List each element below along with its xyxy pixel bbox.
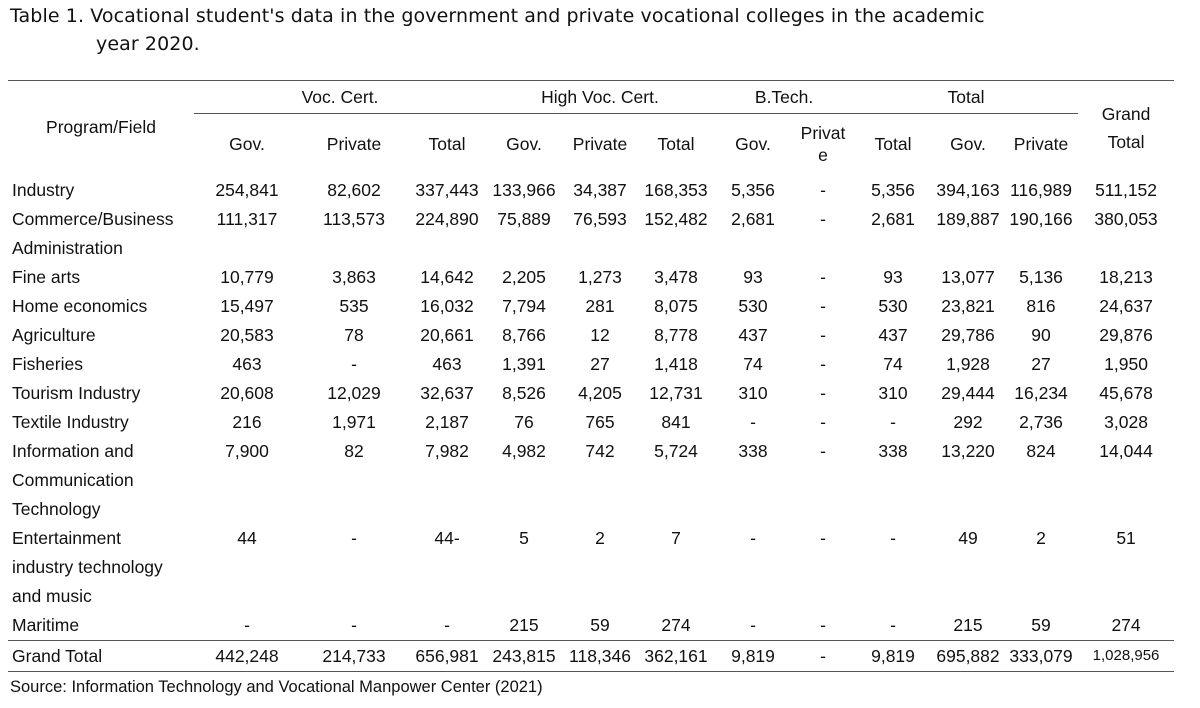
row-label xyxy=(8,379,194,408)
table-cell: 32,637 xyxy=(420,383,474,403)
row-label-line: industry technology xyxy=(12,557,163,577)
table-cell: 216 xyxy=(232,412,262,432)
table-cell: - xyxy=(820,267,826,287)
row-label-line: Commerce/Business xyxy=(12,209,174,229)
grand-total-cell: 333,079 xyxy=(1009,646,1073,666)
row-label xyxy=(8,174,194,205)
table-cell: 44- xyxy=(434,528,460,548)
table-cell: 274 xyxy=(1111,615,1141,635)
subheader-btech-total: Total xyxy=(854,114,932,175)
table-cell: 841 xyxy=(661,412,691,432)
row-label-line: and music xyxy=(12,586,92,606)
table-row xyxy=(8,379,1174,408)
table-cell: 2,681 xyxy=(871,209,915,229)
grand-total-cell: 1,028,956 xyxy=(1092,647,1160,664)
table-cell: 15,497 xyxy=(220,296,274,316)
table-cell: 5,136 xyxy=(1019,267,1063,287)
table-cell: 437 xyxy=(738,325,768,345)
table-cell: 59 xyxy=(1031,615,1051,635)
row-label xyxy=(8,263,194,292)
table-cell: 1,273 xyxy=(578,267,622,287)
table-cell: - xyxy=(820,528,826,548)
table-cell: 51 xyxy=(1116,528,1136,548)
table-cell: 20,583 xyxy=(220,325,274,345)
row-label-line: Communication xyxy=(12,470,134,490)
table-caption xyxy=(10,2,1110,58)
table-cell: 437 xyxy=(878,325,908,345)
table-row xyxy=(8,174,1174,205)
table-cell: 463 xyxy=(432,354,462,374)
table-cell: 254,841 xyxy=(215,180,279,200)
table-cell: 4,982 xyxy=(502,441,546,461)
table-cell: 816 xyxy=(1026,296,1056,316)
table-cell: - xyxy=(351,354,357,374)
table-cell: 1,971 xyxy=(332,412,376,432)
table-cell: 93 xyxy=(883,267,903,287)
grand-total-cell: 656,981 xyxy=(415,646,479,666)
table-cell: - xyxy=(820,441,826,461)
row-label-line: Home economics xyxy=(12,296,148,316)
table-cell: 2,736 xyxy=(1019,412,1063,432)
table-row xyxy=(8,205,1174,263)
table-cell: 4,205 xyxy=(578,383,622,403)
row-label-line: Fine arts xyxy=(12,267,81,287)
grand-total-cell: 214,733 xyxy=(322,646,386,666)
table-cell: 49 xyxy=(958,528,978,548)
table-cell: - xyxy=(820,209,826,229)
table-cell: 338 xyxy=(878,441,908,461)
table-cell: 292 xyxy=(953,412,983,432)
table-cell: 76,593 xyxy=(573,209,627,229)
row-label xyxy=(8,350,194,379)
grand-total-cell: 9,819 xyxy=(731,646,775,666)
table-cell: 215 xyxy=(509,615,539,635)
table-cell: 8,766 xyxy=(502,325,546,345)
table-cell: 8,526 xyxy=(502,383,546,403)
table-row xyxy=(8,263,1174,292)
table-cell: 3,863 xyxy=(332,267,376,287)
subheader-highvoc-private: Private xyxy=(562,114,638,175)
table-cell: 190,166 xyxy=(1009,209,1073,229)
table-cell: 27 xyxy=(590,354,610,374)
row-label-line: Fisheries xyxy=(12,354,83,374)
row-label-line: Entertainment xyxy=(12,528,121,548)
table-row xyxy=(8,321,1174,350)
subheader-voc-total: Total xyxy=(408,114,486,175)
table-cell: 310 xyxy=(738,383,768,403)
table-cell: 274 xyxy=(661,615,691,635)
data-table-container xyxy=(8,80,1174,672)
subheader-btech-private: Privat e xyxy=(792,114,854,175)
table-cell: - xyxy=(820,383,826,403)
table-cell: 530 xyxy=(878,296,908,316)
table-cell: 16,032 xyxy=(420,296,474,316)
grand-total-cell: 243,815 xyxy=(492,646,556,666)
table-body xyxy=(8,174,1174,641)
caption-line-2: year 2020. xyxy=(96,33,200,55)
table-cell: 7,982 xyxy=(425,441,469,461)
table-cell: 189,887 xyxy=(936,209,1000,229)
header-grand-total-line-2: Total xyxy=(1107,131,1145,152)
grand-total-cell: - xyxy=(820,646,826,666)
table-cell: 12 xyxy=(590,325,610,345)
table-cell: 113,573 xyxy=(323,209,385,229)
table-cell: 824 xyxy=(1026,441,1056,461)
row-label-line: Administration xyxy=(12,238,123,258)
row-label-line: Industry xyxy=(12,180,75,200)
row-label xyxy=(8,321,194,350)
grand-total-cell: 9,819 xyxy=(871,646,915,666)
table-cell: 530 xyxy=(738,296,768,316)
table-cell: - xyxy=(244,615,250,635)
table-cell: 380,053 xyxy=(1094,209,1158,229)
table-cell: - xyxy=(351,615,357,635)
table-cell: 13,077 xyxy=(941,267,995,287)
table-cell: 75,889 xyxy=(497,209,551,229)
table-cell: 76 xyxy=(514,412,534,432)
table-cell: 5 xyxy=(519,528,529,548)
grand-total-label: Grand Total xyxy=(12,646,103,666)
table-cell: 90 xyxy=(1031,325,1051,345)
row-label xyxy=(8,408,194,437)
table-cell: 2 xyxy=(595,528,605,548)
table-cell: 20,661 xyxy=(420,325,474,345)
row-label-line: Information and xyxy=(12,441,134,461)
table-cell: 10,779 xyxy=(220,267,274,287)
table-cell: 1,950 xyxy=(1104,354,1148,374)
table-footer xyxy=(8,641,1174,672)
table-cell: 1,391 xyxy=(502,354,546,374)
table-cell: 74 xyxy=(883,354,903,374)
header-group-total: Total xyxy=(947,87,985,107)
table-cell: - xyxy=(750,615,756,635)
table-cell: 742 xyxy=(585,441,615,461)
table-cell: 20,608 xyxy=(220,383,274,403)
table-cell: 8,075 xyxy=(654,296,698,316)
header-grand-total-line-1: Grand xyxy=(1101,103,1151,124)
table-cell: 224,890 xyxy=(415,209,479,229)
table-row xyxy=(8,292,1174,321)
table-cell: 93 xyxy=(743,267,763,287)
table-cell: 59 xyxy=(590,615,610,635)
table-cell: 12,731 xyxy=(649,383,703,403)
table-cell: - xyxy=(750,528,756,548)
row-label-line: Technology xyxy=(12,499,101,519)
table-cell: 29,876 xyxy=(1099,325,1153,345)
table-cell: 215 xyxy=(953,615,983,635)
table-cell: 16,234 xyxy=(1014,383,1068,403)
table-cell: - xyxy=(820,296,826,316)
row-label xyxy=(8,524,194,611)
table-cell: 463 xyxy=(232,354,262,374)
table-cell: 29,444 xyxy=(941,383,995,403)
table-cell: 116,989 xyxy=(1010,180,1073,200)
table-cell: 394,163 xyxy=(936,180,1000,200)
row-label xyxy=(8,611,194,641)
header-group-voc-cert: Voc. Cert. xyxy=(301,87,379,107)
table-cell: - xyxy=(444,615,450,635)
table-cell: 3,028 xyxy=(1104,412,1148,432)
table-cell: 5,724 xyxy=(654,441,698,461)
table-cell: - xyxy=(820,180,826,200)
table-cell: 23,821 xyxy=(941,296,995,316)
table-cell: 12,029 xyxy=(327,383,381,403)
table-cell: 1,928 xyxy=(946,354,990,374)
table-cell: 511,152 xyxy=(1095,180,1158,200)
header-grand-total xyxy=(1078,81,1174,175)
table-row xyxy=(8,524,1174,611)
table-cell: 7,900 xyxy=(225,441,269,461)
table-cell: 133,966 xyxy=(492,180,556,200)
table-cell: - xyxy=(351,528,357,548)
row-label xyxy=(8,205,194,263)
table-cell: 29,786 xyxy=(941,325,995,345)
table-cell: 3,478 xyxy=(654,267,698,287)
caption-line-1: Table 1. Vocational student's data in the government and private vocational colleges in the academic xyxy=(10,5,985,27)
row-label-line: Textile Industry xyxy=(12,412,129,432)
table-cell: - xyxy=(820,354,826,374)
vocational-student-table xyxy=(8,80,1174,672)
table-cell: - xyxy=(890,412,896,432)
table-cell: 338 xyxy=(738,441,768,461)
table-cell: 27 xyxy=(1031,354,1051,374)
header-group-btech: B.Tech. xyxy=(754,87,814,107)
row-label-line: Tourism Industry xyxy=(12,383,141,403)
table-cell: 5,356 xyxy=(871,180,915,200)
table-cell: 7 xyxy=(671,528,681,548)
table-cell: 7,794 xyxy=(502,296,546,316)
table-cell: 18,213 xyxy=(1099,267,1153,287)
table-cell: 2,681 xyxy=(731,209,775,229)
table-cell: 535 xyxy=(339,296,369,316)
header-program-field: Program/Field xyxy=(46,117,156,137)
table-cell: 337,443 xyxy=(415,180,479,200)
subheader-voc-private: Private xyxy=(300,114,408,175)
table-cell: 74 xyxy=(743,354,763,374)
row-label-line: Maritime xyxy=(12,615,80,635)
table-cell: 310 xyxy=(878,383,908,403)
subheader-highvoc-total: Total xyxy=(638,114,714,175)
table-cell: 2,187 xyxy=(425,412,469,432)
table-cell: 82,602 xyxy=(327,180,381,200)
table-cell: 13,220 xyxy=(941,441,995,461)
grand-total-cell: 695,882 xyxy=(936,646,1000,666)
grand-total-cell: 118,346 xyxy=(569,646,631,666)
table-row xyxy=(8,350,1174,379)
grand-total-cell: 362,161 xyxy=(644,646,708,666)
table-cell: 14,044 xyxy=(1099,441,1153,461)
table-cell: 152,482 xyxy=(644,209,708,229)
table-cell: 78 xyxy=(344,325,364,345)
grand-total-row xyxy=(8,641,1174,672)
header-group-high-voc-cert: High Voc. Cert. xyxy=(541,87,659,107)
table-cell: 82 xyxy=(344,441,364,461)
table-cell: 45,678 xyxy=(1099,383,1153,403)
table-cell: - xyxy=(890,528,896,548)
table-row xyxy=(8,611,1174,641)
subheader-highvoc-gov: Gov. xyxy=(486,114,562,175)
table-cell: 2,205 xyxy=(502,267,546,287)
table-cell: - xyxy=(890,615,896,635)
table-cell: 281 xyxy=(585,296,615,316)
table-cell: 111,317 xyxy=(216,209,278,229)
subheader-total-gov: Gov. xyxy=(932,114,1004,175)
table-row xyxy=(8,408,1174,437)
table-cell: - xyxy=(750,412,756,432)
table-cell: - xyxy=(820,615,826,635)
table-cell: 168,353 xyxy=(644,180,708,200)
table-header xyxy=(8,81,1174,175)
row-label-line: Agriculture xyxy=(12,325,96,345)
row-label xyxy=(8,292,194,321)
grand-total-cell: 442,248 xyxy=(215,646,279,666)
table-cell: - xyxy=(820,412,826,432)
table-cell: 765 xyxy=(585,412,615,432)
subheader-btech-gov: Gov. xyxy=(714,114,792,175)
source-note: Source: Information Technology and Vocational Manpower Center (2021) xyxy=(10,678,543,696)
table-cell: 1,418 xyxy=(654,354,698,374)
table-cell: 5,356 xyxy=(731,180,775,200)
table-cell: 24,637 xyxy=(1099,296,1153,316)
table-row xyxy=(8,437,1174,524)
table-cell: 2 xyxy=(1036,528,1046,548)
table-cell: 34,387 xyxy=(573,180,627,200)
subheader-total-private: Private xyxy=(1004,114,1078,175)
table-cell: 44 xyxy=(237,528,257,548)
subheader-voc-gov: Gov. xyxy=(194,114,300,175)
table-cell: - xyxy=(820,325,826,345)
row-label xyxy=(8,437,194,524)
table-cell: 14,642 xyxy=(420,267,474,287)
table-cell: 8,778 xyxy=(654,325,698,345)
